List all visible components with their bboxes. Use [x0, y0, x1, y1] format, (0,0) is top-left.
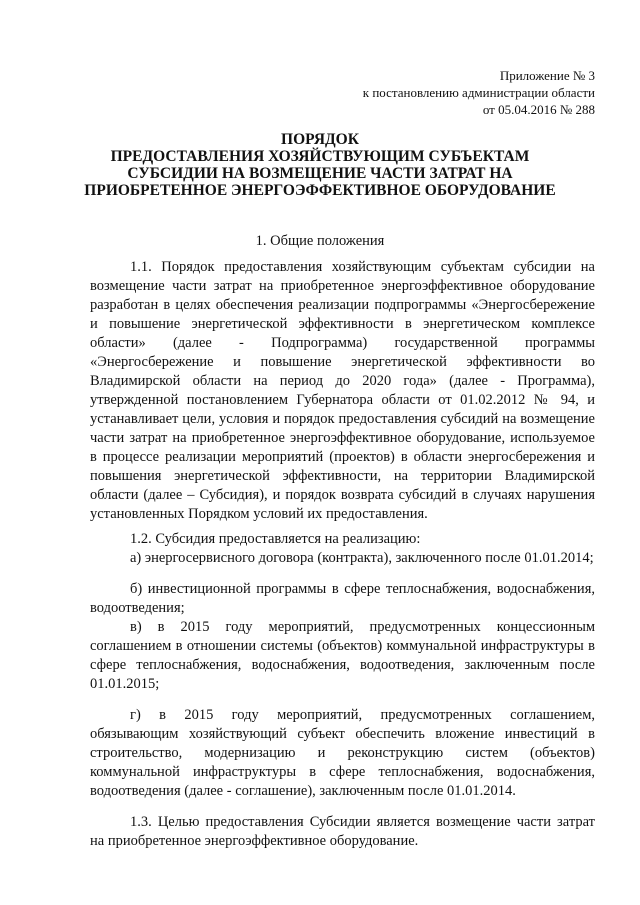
appendix-date: от 05.04.2016 № 288 — [482, 102, 595, 117]
section-heading: 1. Общие положения — [255, 233, 385, 249]
document-title — [70, 131, 570, 199]
title-line-4: ПРИОБРЕТЕННОЕ ЭНЕРГОЭФФЕКТИВНОЕ ОБОРУДОВАНИЕ — [84, 182, 556, 199]
title-line-2: ПРЕДОСТАВЛЕНИЯ ХОЗЯЙСТВУЮЩИМ СУБЪЕКТАМ — [110, 148, 530, 165]
title-line-1: ПОРЯДОК — [281, 131, 359, 148]
paragraph-1-2: 1.2. Субсидия предоставляется на реализацию: — [130, 531, 421, 547]
title-line-3: СУБСИДИИ НА ВОЗМЕЩЕНИЕ ЧАСТИ ЗАТРАТ НА — [127, 165, 513, 182]
list-item-g: г) в 2015 году мероприятий, предусмотренных соглашением, обязывающим хозяйствующий субъект обеспечить вложение инвестиций в строительство, модернизацию и реконструкцию систем (объектов) коммунальной инфраструктуры в сфере теплоснабжения, водоснабжения, водоотведения (далее - соглашение), заключенным после 01.01.2014. — [90, 707, 595, 799]
list-item-v: в) в 2015 году мероприятий, предусмотренных концессионным соглашением в отношении системы (объектов) коммунальной инфраструктуры в сфере теплоснабжения, водоснабжения, водоотведения, заключенным после 01.01.2015; — [90, 619, 595, 692]
paragraph-1-1: 1.1. Порядок предоставления хозяйствующим субъектам субсидии на возмещение части затрат на приобретенное энергоэффективное оборудование разработан в целях обеспечения реализации подпрограммы «Энергосбережение и повышение энергетической эффективности в энергетическом комплексе области» (далее - Подпрограмма) государственной программы «Энергосбережение и повышение энергетической эффективности во Владимирской области на период до 2020 года» (далее - Программа), утвержденной постановлением Губернатора области от 01.02.2012 № 94, и устанавливает цели, условия и порядок предоставления субсидий на возмещение части затрат на приобретенное энергоэффективное оборудование, используемое в процессе реализации мероприятий (проектов) в области энергосбережения и повышения энергетической эффективности, на территории Владимирской области (далее – Субсидия), и порядок возврата субсидий в случаях нарушения установленных Порядком условий их предоставления. — [90, 259, 595, 522]
paragraph-1-3: 1.3. Целью предоставления Субсидии является возмещение части затрат на приобретенное энергоэффективное оборудование. — [90, 814, 595, 849]
list-item-a: а) энергосервисного договора (контракта), заключенного после 01.01.2014; — [130, 550, 594, 566]
list-item-b: б) инвестиционной программы в сфере теплоснабжения, водоснабжения, водоотведения; — [90, 581, 595, 616]
appendix-header — [363, 67, 595, 118]
document-body — [90, 258, 595, 851]
appendix-number: Приложение № 3 — [499, 68, 595, 83]
appendix-reference: к постановлению администрации области — [362, 85, 595, 100]
